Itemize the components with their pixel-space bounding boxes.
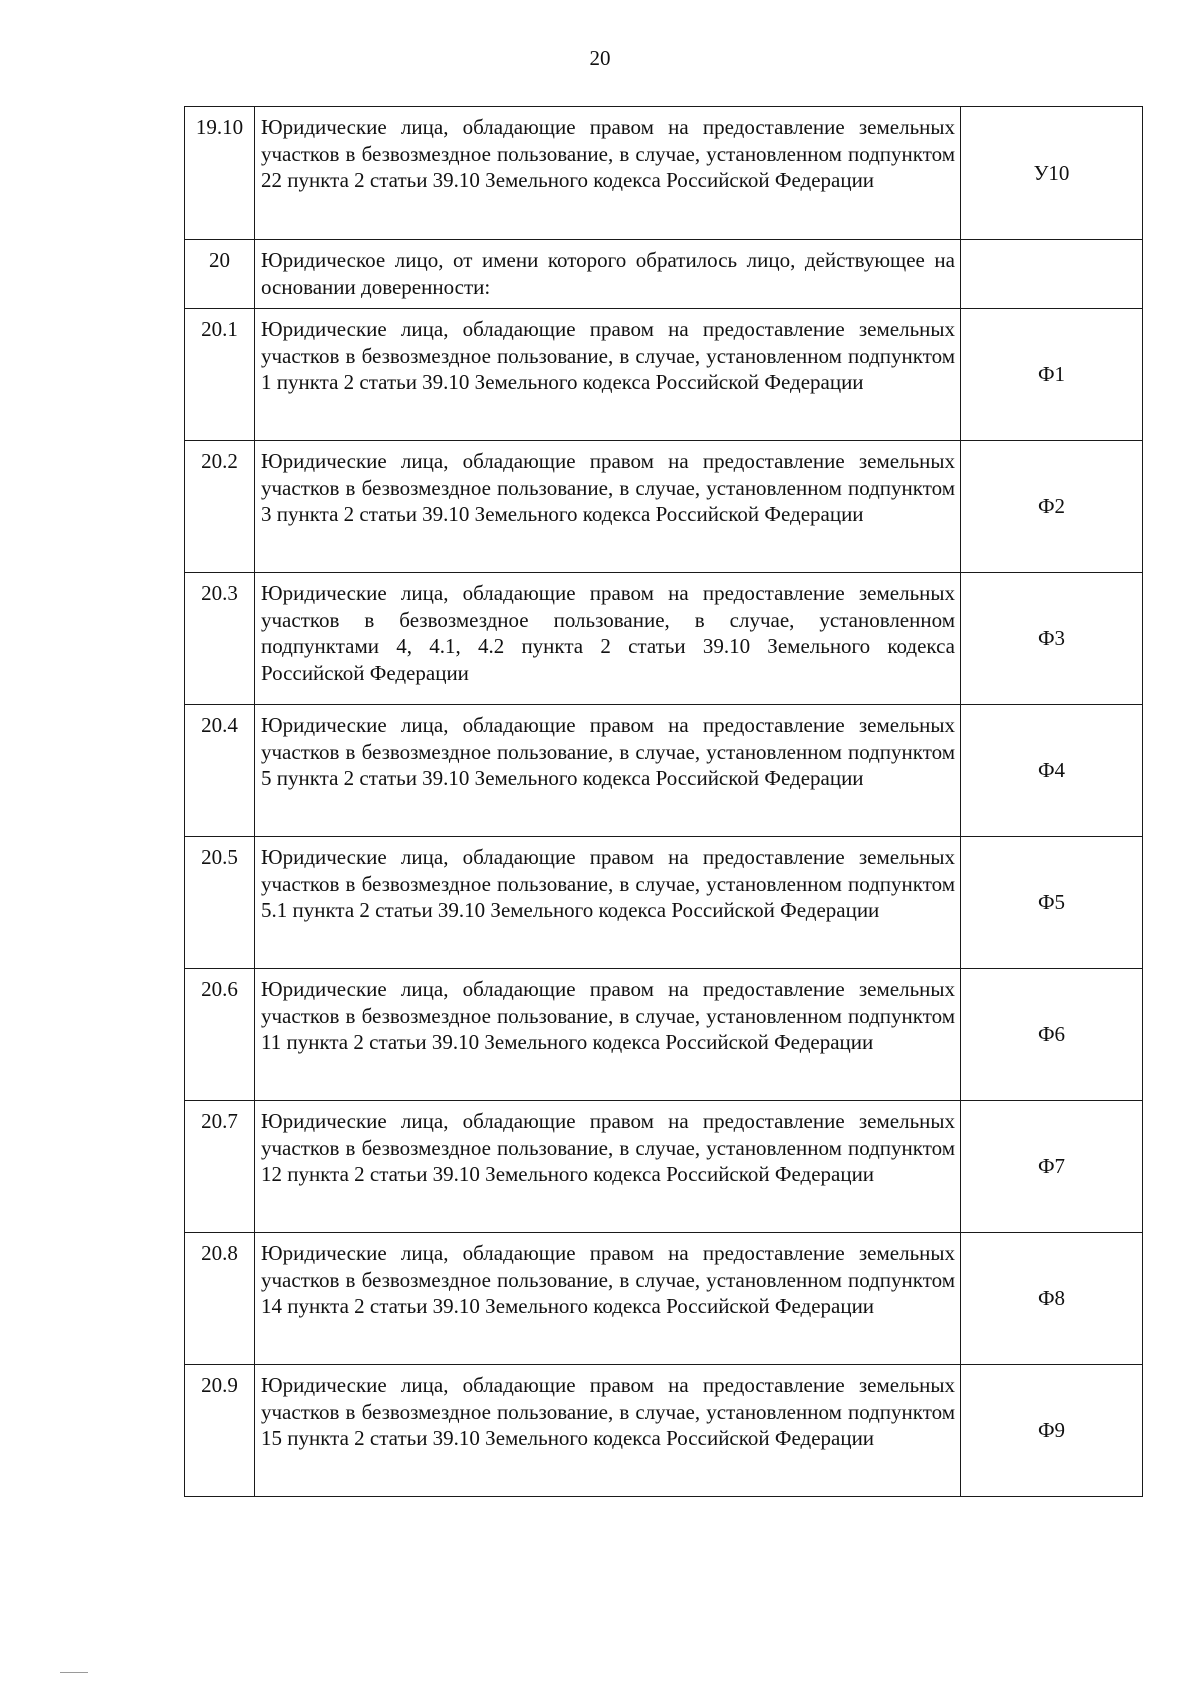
row-description: Юридические лица, обладающие правом на предоставление земельных участков в безвозмездное пользование, в случае, установленном подпунктом 14 пункта 2 статьи 39.10 Земельного кодекса Российской Федерации [255,1233,961,1365]
row-number: 19.10 [185,107,255,240]
row-code: Ф4 [961,705,1143,837]
row-number: 20.8 [185,1233,255,1365]
row-code: Ф8 [961,1233,1143,1365]
table-row [185,1233,1143,1365]
row-number: 20.5 [185,837,255,969]
row-code: Ф2 [961,441,1143,573]
row-description: Юридическое лицо, от имени которого обратилось лицо, действующее на основании доверенности: [255,240,961,309]
row-code: Ф5 [961,837,1143,969]
row-number: 20.2 [185,441,255,573]
row-code: Ф7 [961,1101,1143,1233]
row-code: У10 [961,107,1143,240]
row-number: 20.9 [185,1365,255,1497]
table-row [185,240,1143,309]
row-description: Юридические лица, обладающие правом на предоставление земельных участков в безвозмездное пользование, в случае, установленном подпунктом 12 пункта 2 статьи 39.10 Земельного кодекса Российской Федерации [255,1101,961,1233]
row-code: Ф3 [961,573,1143,705]
table-row [185,573,1143,705]
row-number: 20.4 [185,705,255,837]
table-row [185,107,1143,240]
row-code: Ф1 [961,309,1143,441]
table-row [185,1365,1143,1497]
table-row [185,1101,1143,1233]
classification-table [184,106,1143,1497]
row-code: Ф6 [961,969,1143,1101]
row-code [961,240,1143,309]
table-row [185,837,1143,969]
row-description: Юридические лица, обладающие правом на предоставление земельных участков в безвозмездное пользование, в случае, установленном подпунктом 3 пункта 2 статьи 39.10 Земельного кодекса Российской Федерации [255,441,961,573]
row-description: Юридические лица, обладающие правом на предоставление земельных участков в безвозмездное пользование, в случае, установленном подпунктами 4, 4.1, 4.2 пункта 2 статьи 39.10 Земельного кодекса Российской Федерации [255,573,961,705]
row-description: Юридические лица, обладающие правом на предоставление земельных участков в безвозмездное пользование, в случае, установленном подпунктом 5.1 пункта 2 статьи 39.10 Земельного кодекса Российской Федерации [255,837,961,969]
row-description: Юридические лица, обладающие правом на предоставление земельных участков в безвозмездное пользование, в случае, установленном подпунктом 22 пункта 2 статьи 39.10 Земельного кодекса Российской Федерации [255,107,961,240]
table-row [185,969,1143,1101]
row-code: Ф9 [961,1365,1143,1497]
table-row [185,705,1143,837]
row-number: 20 [185,240,255,309]
scan-artifact [60,1672,88,1673]
row-number: 20.1 [185,309,255,441]
row-description: Юридические лица, обладающие правом на предоставление земельных участков в безвозмездное пользование, в случае, установленном подпунктом 5 пункта 2 статьи 39.10 Земельного кодекса Российской Федерации [255,705,961,837]
row-number: 20.7 [185,1101,255,1233]
page-number: 20 [589,46,611,70]
row-description: Юридические лица, обладающие правом на предоставление земельных участков в безвозмездное пользование, в случае, установленном подпунктом 15 пункта 2 статьи 39.10 Земельного кодекса Российской Федерации [255,1365,961,1497]
row-description: Юридические лица, обладающие правом на предоставление земельных участков в безвозмездное пользование, в случае, установленном подпунктом 1 пункта 2 статьи 39.10 Земельного кодекса Российской Федерации [255,309,961,441]
table-row [185,309,1143,441]
row-description: Юридические лица, обладающие правом на предоставление земельных участков в безвозмездное пользование, в случае, установленном подпунктом 11 пункта 2 статьи 39.10 Земельного кодекса Российской Федерации [255,969,961,1101]
row-number: 20.6 [185,969,255,1101]
row-number: 20.3 [185,573,255,705]
table-row [185,441,1143,573]
